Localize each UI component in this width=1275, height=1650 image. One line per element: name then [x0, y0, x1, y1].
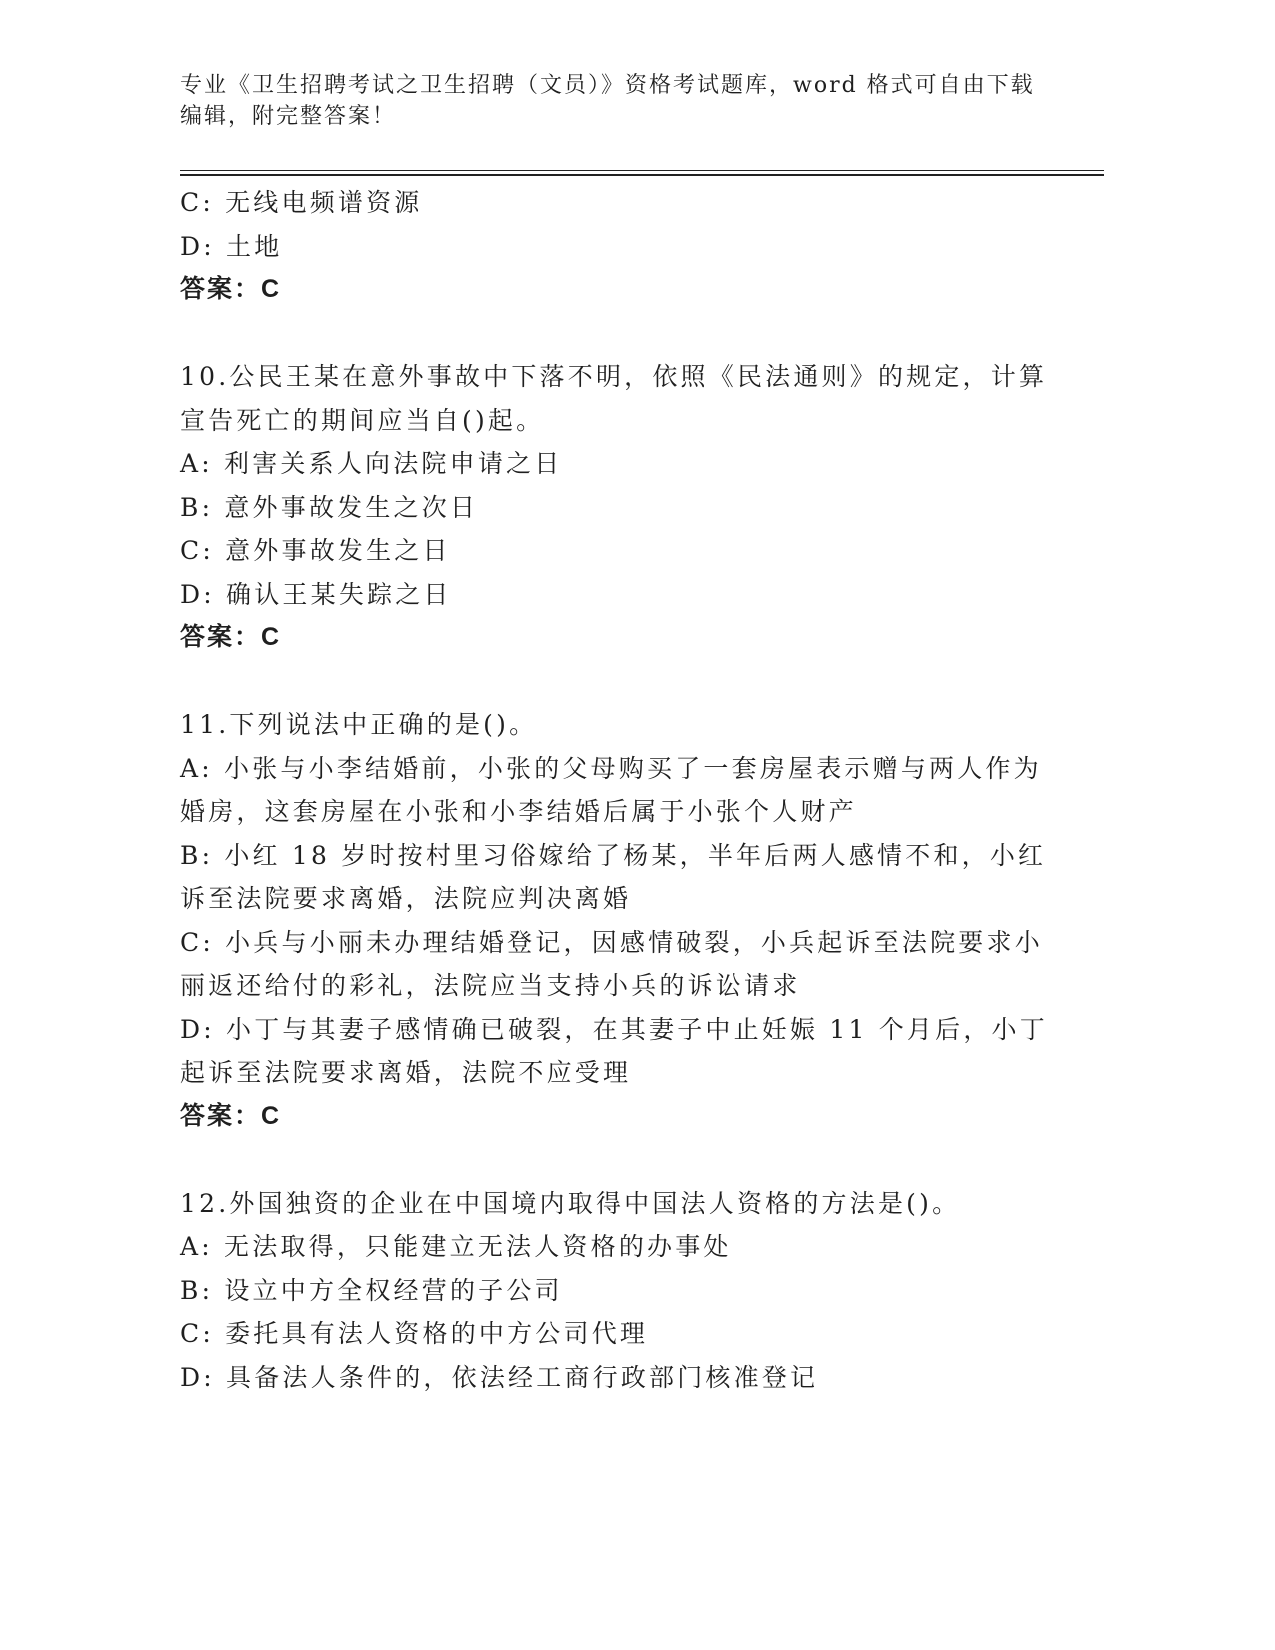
q10-stem-line-1: 10.公民王某在意外事故中下落不明，依照《民法通则》的规定，计算 [180, 362, 1048, 391]
q10-answer: 答案：C [180, 623, 282, 651]
q12-option-b: B: 设立中方全权经营的子公司 [180, 1275, 563, 1305]
q11-option-a-line-1: A: 小张与小李结婚前，小张的父母购买了一套房屋表示赠与两人作为 [180, 753, 1042, 783]
spacer [180, 312, 1040, 356]
q12-option-a: A: 无法取得，只能建立无法人资格的办事处 [180, 1232, 732, 1261]
spacer [180, 1138, 1040, 1182]
header-divider-thin [180, 170, 1104, 171]
question-content [180, 181, 1048, 1399]
q10-option-c: C: 意外事故发生之日 [180, 536, 451, 565]
q11-option-d-line-2: 起诉至法院要求离婚，法院不应受理 [180, 1058, 632, 1087]
q11-stem: 11.下列说法中正确的是()。 [180, 710, 538, 739]
header-line-2: 编辑，附完整答案！ [180, 104, 397, 129]
q9-option-d: D: 土地 [180, 231, 283, 261]
question-12 [180, 1182, 1040, 1400]
q9-answer: 答案：C [180, 275, 282, 303]
q10-option-b: B: 意外事故发生之次日 [180, 492, 479, 522]
q10-option-a: A: 利害关系人向法院申请之日 [180, 449, 563, 478]
header-divider-thick [180, 174, 1104, 176]
spacer [180, 660, 1040, 704]
q11-option-c-line-1: C: 小兵与小丽未办理结婚登记，因感情破裂，小兵起诉至法院要求小 [180, 927, 1043, 957]
header-line-1: 专业《卫生招聘考试之卫生招聘（文员）》资格考试题库，word 格式可自由下载 [180, 73, 1035, 98]
q12-stem: 12.外国独资的企业在中国境内取得中国法人资格的方法是()。 [180, 1188, 961, 1218]
q11-option-d-line-1: D: 小丁与其妻子感情确已破裂，在其妻子中止妊娠 11 个月后，小丁 [180, 1014, 1048, 1044]
q10-stem-line-2: 宣告死亡的期间应当自()起。 [180, 405, 545, 435]
question-10 [180, 355, 1048, 660]
q12-option-c: C: 委托具有法人资格的中方公司代理 [180, 1319, 649, 1348]
q9-option-c: C: 无线电频谱资源 [180, 188, 423, 217]
page-header [180, 70, 1060, 132]
question-9 [180, 181, 1040, 312]
q12-option-d: D: 具备法人条件的，依法经工商行政部门核准登记 [180, 1362, 819, 1392]
q11-option-c-line-2: 丽返还给付的彩礼，法院应当支持小兵的诉讼请求 [180, 971, 801, 1000]
question-11 [180, 703, 1048, 1138]
q11-option-b-line-2: 诉至法院要求离婚，法院应判决离婚 [180, 884, 632, 913]
q11-option-a-line-2: 婚房，这套房屋在小张和小李结婚后属于小张个人财产 [180, 797, 857, 826]
q10-option-d: D: 确认王某失踪之日 [180, 579, 452, 609]
q11-answer: 答案：C [180, 1101, 282, 1130]
q11-option-b-line-1: B: 小红 18 岁时按村里习俗嫁给了杨某，半年后两人感情不和，小红 [180, 840, 1047, 870]
